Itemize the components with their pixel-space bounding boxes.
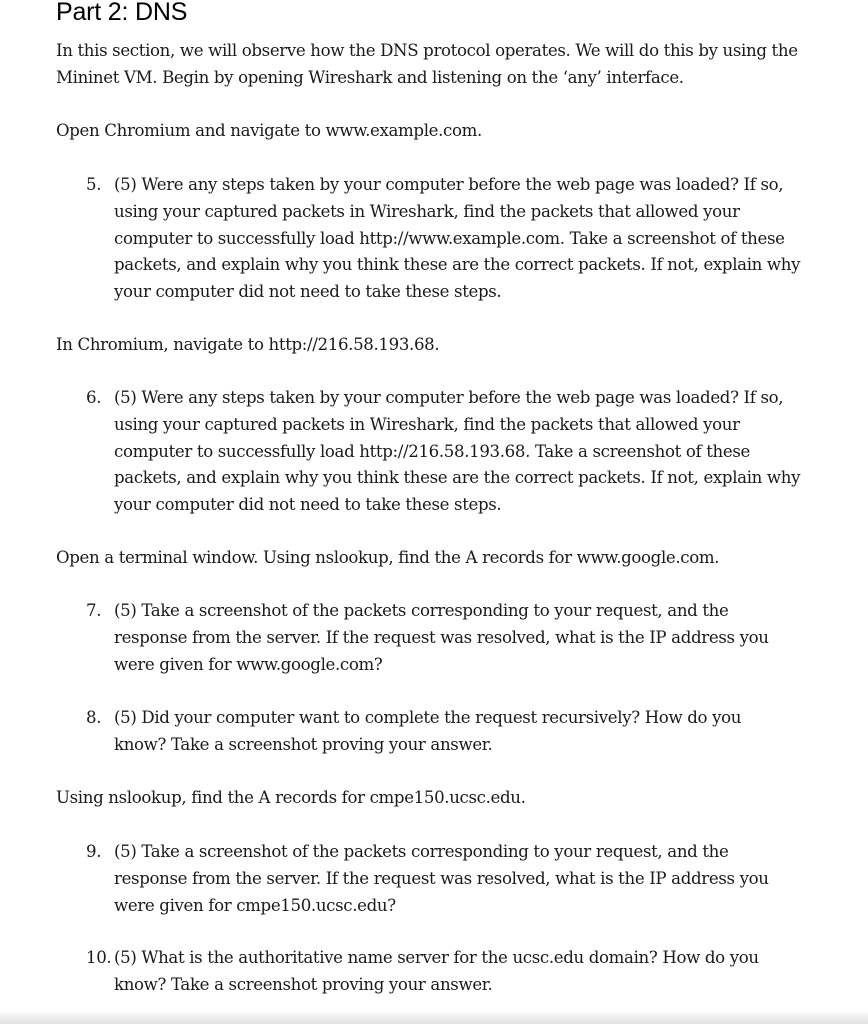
question-text [114, 705, 741, 759]
question-line: know? Take a screenshot proving your answer. [114, 974, 493, 994]
question-number: 8. [86, 708, 102, 727]
question-line: your computer did not need to take these steps. [114, 282, 502, 302]
question-line: (5) Take a screenshot of the packets corresponding to your request, and the [114, 842, 729, 861]
intro-paragraph [56, 38, 798, 92]
instruction-line: Open Chromium and navigate to www.example.com. [56, 121, 482, 140]
question-text [114, 385, 800, 519]
question-line: (5) Did your computer want to complete the request recursively? How do you [114, 708, 742, 727]
question-line: were given for www.google.com? [114, 654, 383, 674]
question-line: (5) What is the authoritative name server for the ucsc.edu domain? How do you [114, 948, 759, 967]
instruction-line: In Chromium, navigate to http://216.58.193.68. [56, 335, 440, 354]
question-number: 10. [86, 948, 112, 967]
instruction-line: Open a terminal window. Using nslookup, find the A records for www.google.com. [56, 548, 720, 567]
question-line: (5) Take a screenshot of the packets corresponding to your request, and the [114, 601, 729, 620]
question-line: know? Take a screenshot proving your answer. [114, 734, 493, 754]
question-line: computer to successfully load http://www.example.com. Take a screenshot of these [114, 228, 785, 248]
question-text [114, 598, 769, 678]
question-line: packets, and explain why you think these are the correct packets. If not, explain why [114, 468, 801, 488]
question-line: using your captured packets in Wireshark, find the packets that allowed your [114, 201, 740, 221]
question-number: 7. [86, 601, 102, 620]
intro-line: Mininet VM. Begin by opening Wireshark and listening on the ‘any’ interface. [56, 67, 684, 87]
question-text [114, 839, 769, 919]
question-line: were given for cmpe150.ucsc.edu? [114, 895, 396, 915]
question-line: your computer did not need to take these steps. [114, 495, 502, 515]
question-line: packets, and explain why you think these are the correct packets. If not, explain why [114, 255, 801, 275]
question-line: response from the server. If the request was resolved, what is the IP address you [114, 627, 769, 647]
instruction-paragraph [56, 545, 719, 572]
question-text [114, 945, 759, 999]
question-line: (5) Were any steps taken by your computer before the web page was loaded? If so, [114, 388, 784, 407]
question-number: 9. [86, 842, 102, 861]
question-line: computer to successfully load http://216.58.193.68. Take a screenshot of these [114, 441, 750, 461]
section-heading: Part 2: DNS [56, 0, 188, 26]
instruction-paragraph [56, 785, 526, 812]
instruction-paragraph [56, 332, 439, 359]
question-number: 6. [86, 388, 102, 407]
question-text [114, 172, 800, 306]
page-bottom-shadow [0, 1010, 868, 1024]
question-line: response from the server. If the request was resolved, what is the IP address you [114, 868, 769, 888]
question-line: (5) Were any steps taken by your computer before the web page was loaded? If so, [114, 175, 784, 194]
question-line: using your captured packets in Wireshark, find the packets that allowed your [114, 414, 740, 434]
question-number: 5. [86, 175, 102, 194]
intro-line: In this section, we will observe how the DNS protocol operates. We will do this by using the [56, 41, 798, 60]
instruction-paragraph [56, 118, 482, 145]
instruction-line: Using nslookup, find the A records for cmpe150.ucsc.edu. [56, 788, 526, 807]
